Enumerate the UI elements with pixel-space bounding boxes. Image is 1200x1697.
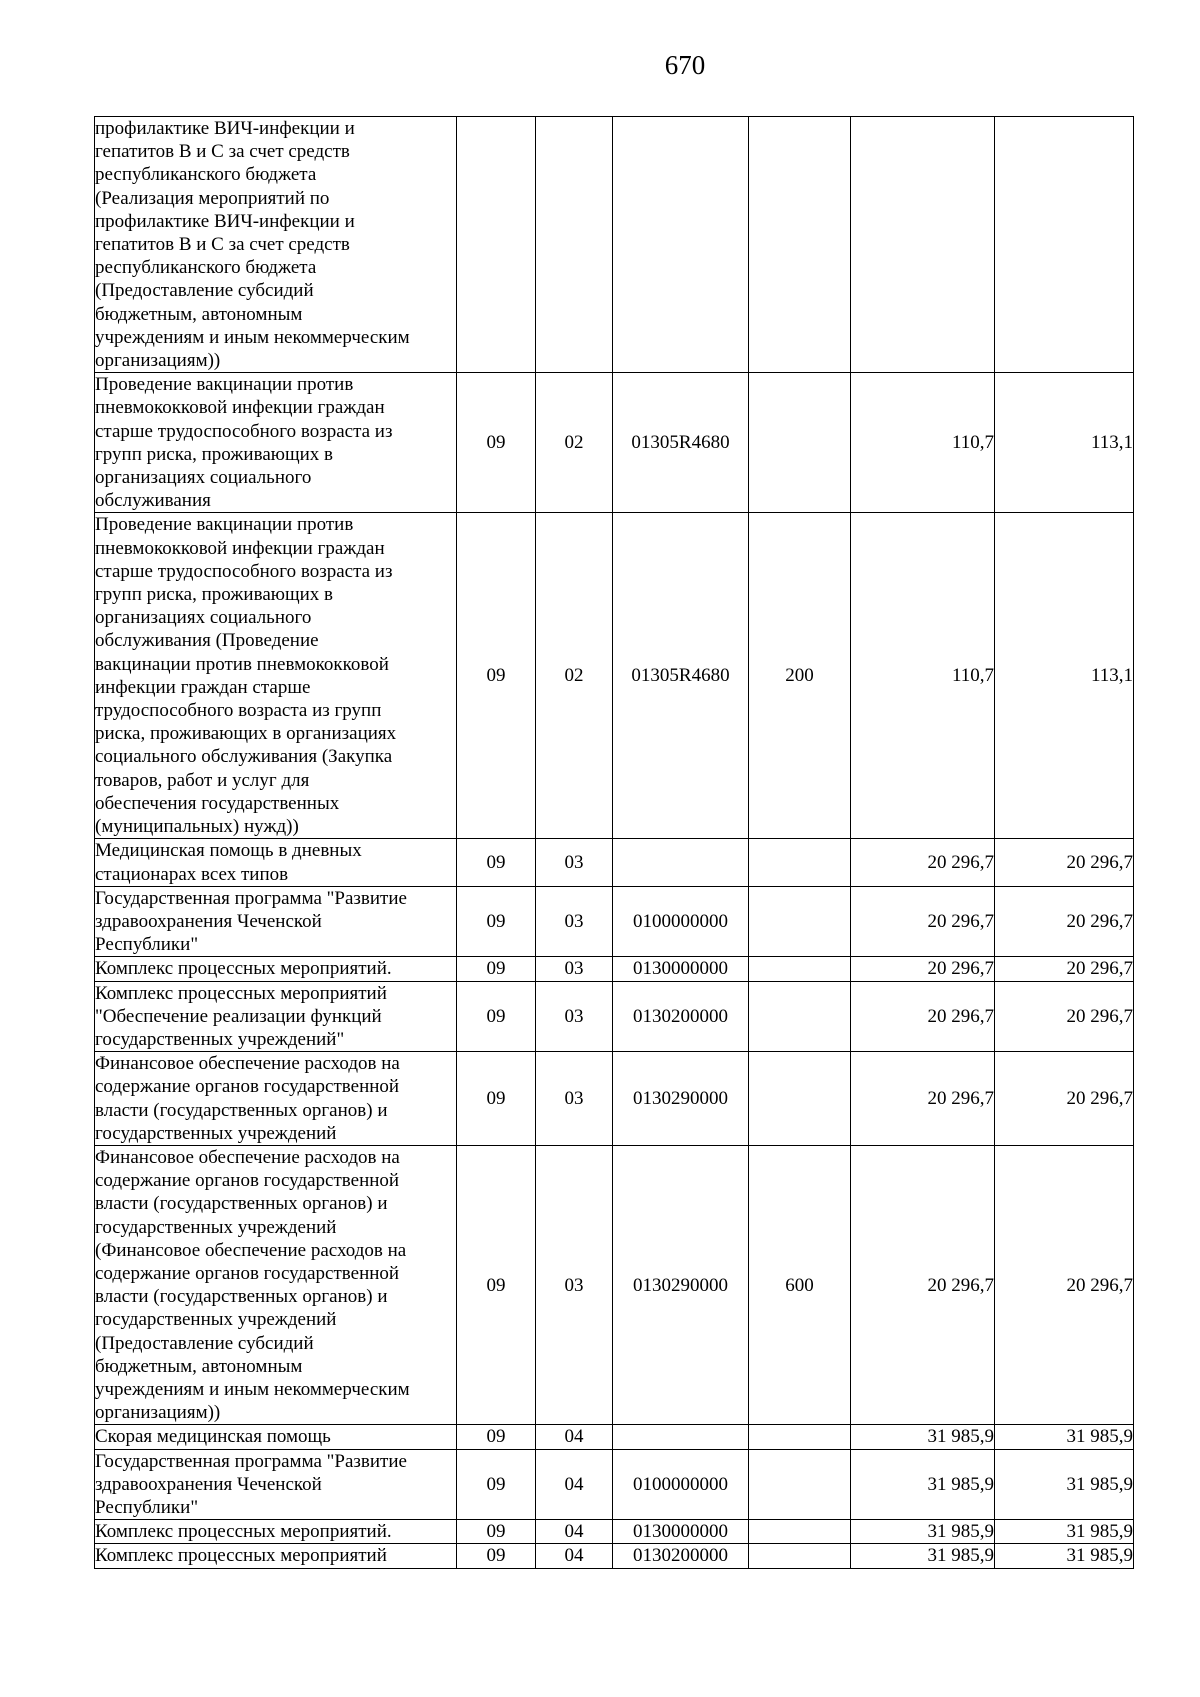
row-name-cell: Проведение вакцинации против пневмококковой инфекции граждан старше трудоспособного возраста из групп риска, проживающих в организациях социального обслуживания xyxy=(95,373,457,513)
amount-year-1-cell: 110,7 xyxy=(851,373,995,513)
amount-year-2-cell: 20 296,7 xyxy=(995,1145,1134,1424)
table-row xyxy=(95,513,1134,839)
amount-year-2-cell: 31 985,9 xyxy=(995,1520,1134,1544)
subsection-code-cell: 03 xyxy=(536,1145,613,1424)
target-article-cell xyxy=(613,117,749,373)
section-code-cell: 09 xyxy=(457,957,536,981)
table-row xyxy=(95,1449,1134,1520)
amount-year-2-cell: 20 296,7 xyxy=(995,1052,1134,1146)
subsection-code-cell: 03 xyxy=(536,957,613,981)
subsection-code-cell: 04 xyxy=(536,1544,613,1568)
section-code-cell: 09 xyxy=(457,1520,536,1544)
target-article-cell: 0130200000 xyxy=(613,981,749,1052)
amount-year-1-cell: 110,7 xyxy=(851,513,995,839)
table-row xyxy=(95,1145,1134,1424)
section-code-cell: 09 xyxy=(457,1145,536,1424)
target-article-cell: 0100000000 xyxy=(613,1449,749,1520)
table-row xyxy=(95,1425,1134,1449)
table-row xyxy=(95,1520,1134,1544)
expense-type-cell: 600 xyxy=(749,1145,851,1424)
amount-year-2-cell: 113,1 xyxy=(995,373,1134,513)
section-code-cell: 09 xyxy=(457,1052,536,1146)
table-row xyxy=(95,1544,1134,1568)
section-code-cell: 09 xyxy=(457,1425,536,1449)
section-code-cell: 09 xyxy=(457,1449,536,1520)
target-article-cell: 0100000000 xyxy=(613,886,749,957)
table-row xyxy=(95,839,1134,886)
amount-year-1-cell: 20 296,7 xyxy=(851,1145,995,1424)
row-name-cell: Комплекс процессных мероприятий. xyxy=(95,1520,457,1544)
expense-type-cell xyxy=(749,1052,851,1146)
row-name-cell: Комплекс процессных мероприятий "Обеспечение реализации функций государственных учреждений" xyxy=(95,981,457,1052)
section-code-cell: 09 xyxy=(457,981,536,1052)
subsection-code-cell: 04 xyxy=(536,1425,613,1449)
subsection-code-cell: 04 xyxy=(536,1520,613,1544)
expense-type-cell xyxy=(749,1425,851,1449)
expense-type-cell: 200 xyxy=(749,513,851,839)
target-article-cell xyxy=(613,1425,749,1449)
target-article-cell: 01305R4680 xyxy=(613,373,749,513)
subsection-code-cell xyxy=(536,117,613,373)
amount-year-1-cell: 31 985,9 xyxy=(851,1544,995,1568)
amount-year-1-cell: 20 296,7 xyxy=(851,957,995,981)
subsection-code-cell: 02 xyxy=(536,513,613,839)
amount-year-1-cell: 20 296,7 xyxy=(851,1052,995,1146)
row-name-cell: Комплекс процессных мероприятий. xyxy=(95,957,457,981)
row-name-cell: Финансовое обеспечение расходов на содержание органов государственной власти (государственных органов) и государственных учреждений xyxy=(95,1052,457,1146)
expense-type-cell xyxy=(749,1544,851,1568)
section-code-cell xyxy=(457,117,536,373)
row-name-cell: Проведение вакцинации против пневмококковой инфекции граждан старше трудоспособного возраста из групп риска, проживающих в организациях социального обслуживания (Проведение вакцинации против пневмококковой инфекции граждан старше трудоспособного возраста из групп риска, проживающих в организациях социального обслуживания (Закупка товаров, работ и услуг для обеспечения государственных (муниципальных) нужд)) xyxy=(95,513,457,839)
expense-type-cell xyxy=(749,1520,851,1544)
target-article-cell: 01305R4680 xyxy=(613,513,749,839)
budget-table-body xyxy=(95,117,1134,1569)
subsection-code-cell: 02 xyxy=(536,373,613,513)
amount-year-1-cell: 20 296,7 xyxy=(851,886,995,957)
section-code-cell: 09 xyxy=(457,513,536,839)
amount-year-2-cell: 31 985,9 xyxy=(995,1449,1134,1520)
row-name-cell: Государственная программа "Развитие здравоохранения Чеченской Республики" xyxy=(95,886,457,957)
table-row xyxy=(95,1052,1134,1146)
section-code-cell: 09 xyxy=(457,1544,536,1568)
table-row xyxy=(95,981,1134,1052)
amount-year-1-cell: 31 985,9 xyxy=(851,1520,995,1544)
expense-type-cell xyxy=(749,957,851,981)
amount-year-1-cell: 31 985,9 xyxy=(851,1425,995,1449)
amount-year-1-cell: 20 296,7 xyxy=(851,981,995,1052)
section-code-cell: 09 xyxy=(457,839,536,886)
row-name-cell: Государственная программа "Развитие здравоохранения Чеченской Республики" xyxy=(95,1449,457,1520)
row-name-cell: профилактике ВИЧ-инфекции и гепатитов В и С за счет средств республиканского бюджета (Реализация мероприятий по профилактике ВИЧ-инфекции и гепатитов В и С за счет средств республиканского бюджета (Предоставление субсидий бюджетным, автономным учреждениям и иным некоммерческим организациям)) xyxy=(95,117,457,373)
target-article-cell xyxy=(613,839,749,886)
target-article-cell: 0130290000 xyxy=(613,1145,749,1424)
subsection-code-cell: 04 xyxy=(536,1449,613,1520)
table-row xyxy=(95,117,1134,373)
expense-type-cell xyxy=(749,886,851,957)
target-article-cell: 0130200000 xyxy=(613,1544,749,1568)
amount-year-2-cell: 113,1 xyxy=(995,513,1134,839)
subsection-code-cell: 03 xyxy=(536,839,613,886)
expense-type-cell xyxy=(749,373,851,513)
expense-type-cell xyxy=(749,1449,851,1520)
section-code-cell: 09 xyxy=(457,886,536,957)
amount-year-2-cell: 20 296,7 xyxy=(995,981,1134,1052)
subsection-code-cell: 03 xyxy=(536,1052,613,1146)
table-row xyxy=(95,886,1134,957)
amount-year-1-cell xyxy=(851,117,995,373)
table-row xyxy=(95,373,1134,513)
table-row xyxy=(95,957,1134,981)
section-code-cell: 09 xyxy=(457,373,536,513)
target-article-cell: 0130000000 xyxy=(613,957,749,981)
amount-year-2-cell: 20 296,7 xyxy=(995,886,1134,957)
row-name-cell: Финансовое обеспечение расходов на содержание органов государственной власти (государственных органов) и государственных учреждений (Финансовое обеспечение расходов на содержание органов государственной власти (государственных органов) и государственных учреждений (Предоставление субсидий бюджетным, автономным учреждениям и иным некоммерческим организациям)) xyxy=(95,1145,457,1424)
target-article-cell: 0130000000 xyxy=(613,1520,749,1544)
expense-type-cell xyxy=(749,117,851,373)
amount-year-2-cell: 20 296,7 xyxy=(995,957,1134,981)
amount-year-2-cell: 20 296,7 xyxy=(995,839,1134,886)
row-name-cell: Скорая медицинская помощь xyxy=(95,1425,457,1449)
amount-year-2-cell: 31 985,9 xyxy=(995,1544,1134,1568)
expense-type-cell xyxy=(749,839,851,886)
subsection-code-cell: 03 xyxy=(536,981,613,1052)
page-number: 670 xyxy=(664,50,706,80)
budget-table xyxy=(94,116,1134,1569)
row-name-cell: Комплекс процессных мероприятий xyxy=(95,1544,457,1568)
subsection-code-cell: 03 xyxy=(536,886,613,957)
amount-year-1-cell: 20 296,7 xyxy=(851,839,995,886)
target-article-cell: 0130290000 xyxy=(613,1052,749,1146)
amount-year-1-cell: 31 985,9 xyxy=(851,1449,995,1520)
row-name-cell: Медицинская помощь в дневных стационарах всех типов xyxy=(95,839,457,886)
amount-year-2-cell xyxy=(995,117,1134,373)
expense-type-cell xyxy=(749,981,851,1052)
amount-year-2-cell: 31 985,9 xyxy=(995,1425,1134,1449)
